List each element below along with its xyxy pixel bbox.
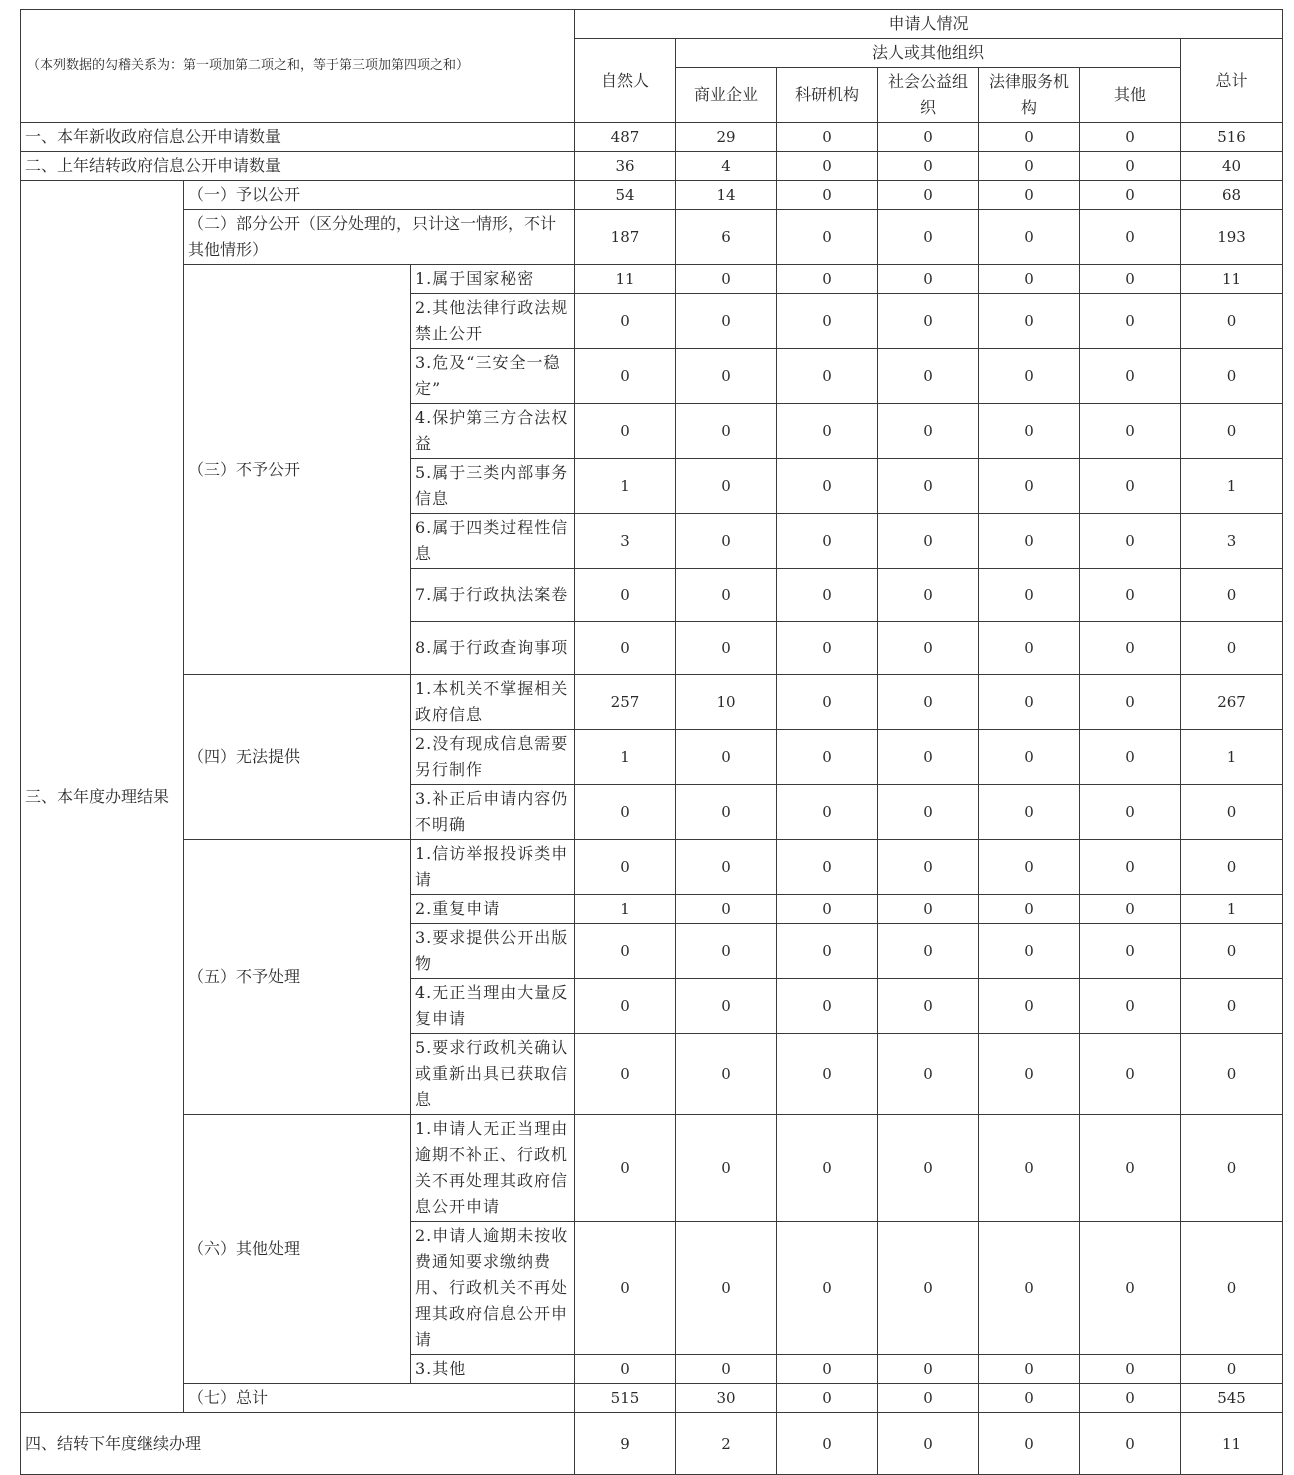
value-cell: 0 <box>777 152 878 181</box>
value-cell: 0 <box>878 265 979 294</box>
item-label: 7.属于行政执法案卷 <box>411 569 575 622</box>
value-cell: 1 <box>1181 730 1283 785</box>
value-cell: 0 <box>979 294 1080 349</box>
value-cell: 0 <box>1181 1034 1283 1115</box>
value-cell: 0 <box>1080 1034 1181 1115</box>
value-cell: 0 <box>1080 895 1181 924</box>
value-cell: 0 <box>878 210 979 265</box>
item-label: 5.属于三类内部事务信息 <box>411 459 575 514</box>
group-label: （七）总计 <box>184 1384 575 1413</box>
value-cell: 30 <box>676 1384 777 1413</box>
value-cell: 0 <box>676 924 777 979</box>
value-cell: 0 <box>878 459 979 514</box>
value-cell: 0 <box>777 730 878 785</box>
value-cell: 0 <box>878 294 979 349</box>
value-cell: 36 <box>575 152 676 181</box>
value-cell: 0 <box>979 459 1080 514</box>
value-cell: 0 <box>979 404 1080 459</box>
value-cell: 0 <box>777 569 878 622</box>
value-cell: 11 <box>1181 265 1283 294</box>
value-cell: 0 <box>979 265 1080 294</box>
item-label: 4.保护第三方合法权益 <box>411 404 575 459</box>
item-label: 2.申请人逾期未按收费通知要求缴纳费用、行政机关不再处理其政府信息公开申请 <box>411 1222 575 1355</box>
value-cell: 193 <box>1181 210 1283 265</box>
value-cell: 0 <box>777 979 878 1034</box>
value-cell: 0 <box>878 675 979 730</box>
value-cell: 0 <box>878 785 979 840</box>
value-cell: 0 <box>676 265 777 294</box>
value-cell: 0 <box>1181 1115 1283 1222</box>
value-cell: 0 <box>1080 785 1181 840</box>
item-label: 1.申请人无正当理由逾期不补正、行政机关不再处理其政府信息公开申请 <box>411 1115 575 1222</box>
header-legal-service: 法律服务机构 <box>979 68 1080 123</box>
value-cell: 0 <box>979 210 1080 265</box>
value-cell: 0 <box>979 1355 1080 1384</box>
table-row <box>21 1413 1283 1475</box>
value-cell: 0 <box>979 785 1080 840</box>
value-cell: 0 <box>979 675 1080 730</box>
row-label: 四、结转下年度继续办理 <box>21 1413 575 1475</box>
value-cell: 0 <box>979 622 1080 675</box>
value-cell: 516 <box>1181 123 1283 152</box>
value-cell: 0 <box>676 840 777 895</box>
value-cell: 0 <box>878 569 979 622</box>
item-label: 1.属于国家秘密 <box>411 265 575 294</box>
value-cell: 0 <box>777 265 878 294</box>
group-label: （一）予以公开 <box>184 181 575 210</box>
value-cell: 0 <box>979 895 1080 924</box>
value-cell: 0 <box>878 1384 979 1413</box>
value-cell: 0 <box>1080 569 1181 622</box>
value-cell: 487 <box>575 123 676 152</box>
value-cell: 0 <box>575 924 676 979</box>
value-cell: 0 <box>777 924 878 979</box>
value-cell: 2 <box>676 1413 777 1475</box>
item-label: 2.没有现成信息需要另行制作 <box>411 730 575 785</box>
item-label: 8.属于行政查询事项 <box>411 622 575 675</box>
table-row <box>21 1384 1283 1413</box>
value-cell: 0 <box>878 514 979 569</box>
value-cell: 0 <box>777 294 878 349</box>
header-total: 总计 <box>1181 39 1283 123</box>
item-label: 2.其他法律行政法规禁止公开 <box>411 294 575 349</box>
value-cell: 0 <box>676 514 777 569</box>
item-label: 2.重复申请 <box>411 895 575 924</box>
value-cell: 0 <box>777 181 878 210</box>
table-row <box>21 181 1283 210</box>
value-cell: 0 <box>676 459 777 514</box>
value-cell: 0 <box>1080 459 1181 514</box>
value-cell: 0 <box>1080 123 1181 152</box>
value-cell: 0 <box>878 1034 979 1115</box>
value-cell: 0 <box>575 1115 676 1222</box>
value-cell: 3 <box>1181 514 1283 569</box>
value-cell: 0 <box>777 895 878 924</box>
value-cell: 0 <box>575 622 676 675</box>
value-cell: 0 <box>1080 514 1181 569</box>
value-cell: 0 <box>777 1115 878 1222</box>
value-cell: 0 <box>979 1413 1080 1475</box>
header-applicant: 申请人情况 <box>575 10 1283 39</box>
value-cell: 0 <box>575 840 676 895</box>
value-cell: 0 <box>878 895 979 924</box>
group-label: （五）不予处理 <box>184 840 411 1115</box>
table-row <box>21 210 1283 265</box>
table-row <box>21 840 1283 895</box>
value-cell: 0 <box>575 569 676 622</box>
value-cell: 0 <box>1080 1222 1181 1355</box>
value-cell: 0 <box>878 1355 979 1384</box>
value-cell: 0 <box>1181 979 1283 1034</box>
value-cell: 0 <box>1080 265 1181 294</box>
header-other: 其他 <box>1080 68 1181 123</box>
value-cell: 0 <box>676 349 777 404</box>
value-cell: 0 <box>878 1222 979 1355</box>
value-cell: 1 <box>575 730 676 785</box>
info-disclosure-table <box>20 9 1283 1475</box>
value-cell: 1 <box>575 459 676 514</box>
value-cell: 0 <box>878 1413 979 1475</box>
value-cell: 0 <box>878 181 979 210</box>
value-cell: 1 <box>1181 895 1283 924</box>
item-label: 6.属于四类过程性信息 <box>411 514 575 569</box>
value-cell: 0 <box>777 840 878 895</box>
value-cell: 0 <box>1181 1355 1283 1384</box>
value-cell: 0 <box>979 152 1080 181</box>
value-cell: 11 <box>1181 1413 1283 1475</box>
header-research: 科研机构 <box>777 68 878 123</box>
value-cell: 0 <box>777 1034 878 1115</box>
section-label: 三、本年度办理结果 <box>21 181 184 1413</box>
value-cell: 0 <box>1080 294 1181 349</box>
value-cell: 0 <box>575 404 676 459</box>
value-cell: 0 <box>676 979 777 1034</box>
value-cell: 0 <box>676 785 777 840</box>
value-cell: 0 <box>1080 152 1181 181</box>
value-cell: 0 <box>979 1384 1080 1413</box>
value-cell: 4 <box>676 152 777 181</box>
value-cell: 0 <box>575 785 676 840</box>
header-commercial: 商业企业 <box>676 68 777 123</box>
value-cell: 11 <box>575 265 676 294</box>
row-label: 一、本年新收政府信息公开申请数量 <box>21 123 575 152</box>
value-cell: 0 <box>1181 924 1283 979</box>
row-label: 二、上年结转政府信息公开申请数量 <box>21 152 575 181</box>
value-cell: 0 <box>575 1355 676 1384</box>
value-cell: 0 <box>979 979 1080 1034</box>
value-cell: 1 <box>1181 459 1283 514</box>
value-cell: 0 <box>1080 404 1181 459</box>
header-legal-group: 法人或其他组织 <box>676 39 1181 68</box>
value-cell: 0 <box>777 1384 878 1413</box>
value-cell: 0 <box>777 404 878 459</box>
value-cell: 0 <box>979 514 1080 569</box>
value-cell: 0 <box>1181 785 1283 840</box>
value-cell: 0 <box>979 1034 1080 1115</box>
value-cell: 0 <box>979 1222 1080 1355</box>
value-cell: 0 <box>1080 181 1181 210</box>
value-cell: 0 <box>1080 1384 1181 1413</box>
item-label: 4.无正当理由大量反复申请 <box>411 979 575 1034</box>
value-cell: 0 <box>1080 349 1181 404</box>
value-cell: 0 <box>676 1222 777 1355</box>
header-public-welfare: 社会公益组织 <box>878 68 979 123</box>
value-cell: 0 <box>1181 1222 1283 1355</box>
table-row <box>21 123 1283 152</box>
item-label: 3.要求提供公开出版物 <box>411 924 575 979</box>
value-cell: 187 <box>575 210 676 265</box>
value-cell: 0 <box>878 349 979 404</box>
value-cell: 0 <box>979 123 1080 152</box>
header-natural-person: 自然人 <box>575 39 676 123</box>
value-cell: 0 <box>1181 294 1283 349</box>
item-label: 3.其他 <box>411 1355 575 1384</box>
value-cell: 0 <box>1181 569 1283 622</box>
value-cell: 515 <box>575 1384 676 1413</box>
value-cell: 0 <box>777 349 878 404</box>
value-cell: 0 <box>878 404 979 459</box>
value-cell: 14 <box>676 181 777 210</box>
item-label: 3.补正后申请内容仍不明确 <box>411 785 575 840</box>
value-cell: 0 <box>979 569 1080 622</box>
value-cell: 0 <box>777 1222 878 1355</box>
value-cell: 0 <box>777 1413 878 1475</box>
item-label: 3.危及“三安全一稳定” <box>411 349 575 404</box>
item-label: 5.要求行政机关确认或重新出具已获取信息 <box>411 1034 575 1115</box>
table-row <box>21 265 1283 294</box>
value-cell: 68 <box>1181 181 1283 210</box>
value-cell: 0 <box>777 622 878 675</box>
value-cell: 0 <box>1181 349 1283 404</box>
item-label: 1.信访举报投诉类申请 <box>411 840 575 895</box>
group-label: （三）不予公开 <box>184 265 411 675</box>
group-label: （二）部分公开（区分处理的，只计这一情形，不计其他情形） <box>184 210 575 265</box>
value-cell: 10 <box>676 675 777 730</box>
value-cell: 0 <box>777 1355 878 1384</box>
value-cell: 0 <box>878 840 979 895</box>
table-row <box>21 675 1283 730</box>
value-cell: 0 <box>575 1034 676 1115</box>
value-cell: 1 <box>575 895 676 924</box>
value-cell: 0 <box>676 404 777 459</box>
value-cell: 0 <box>979 924 1080 979</box>
value-cell: 0 <box>979 1115 1080 1222</box>
value-cell: 0 <box>1181 840 1283 895</box>
value-cell: 0 <box>676 1355 777 1384</box>
value-cell: 0 <box>575 349 676 404</box>
value-cell: 267 <box>1181 675 1283 730</box>
value-cell: 0 <box>777 675 878 730</box>
value-cell: 0 <box>878 924 979 979</box>
value-cell: 29 <box>676 123 777 152</box>
value-cell: 0 <box>1080 210 1181 265</box>
value-cell: 40 <box>1181 152 1283 181</box>
value-cell: 0 <box>777 210 878 265</box>
value-cell: 0 <box>878 152 979 181</box>
value-cell: 0 <box>878 622 979 675</box>
value-cell: 0 <box>979 840 1080 895</box>
value-cell: 257 <box>575 675 676 730</box>
value-cell: 0 <box>1080 1115 1181 1222</box>
value-cell: 0 <box>777 785 878 840</box>
value-cell: 0 <box>1080 622 1181 675</box>
value-cell: 0 <box>777 459 878 514</box>
value-cell: 0 <box>1080 924 1181 979</box>
group-label: （四）无法提供 <box>184 675 411 840</box>
value-cell: 0 <box>575 979 676 1034</box>
value-cell: 0 <box>575 1222 676 1355</box>
value-cell: 0 <box>676 895 777 924</box>
value-cell: 0 <box>676 730 777 785</box>
value-cell: 0 <box>676 1115 777 1222</box>
value-cell: 0 <box>1080 730 1181 785</box>
value-cell: 0 <box>777 123 878 152</box>
value-cell: 0 <box>1181 404 1283 459</box>
value-cell: 0 <box>979 349 1080 404</box>
value-cell: 0 <box>878 730 979 785</box>
group-label: （六）其他处理 <box>184 1115 411 1384</box>
value-cell: 0 <box>878 979 979 1034</box>
value-cell: 0 <box>777 514 878 569</box>
value-cell: 0 <box>1080 675 1181 730</box>
item-label: 1.本机关不掌握相关政府信息 <box>411 675 575 730</box>
value-cell: 0 <box>676 622 777 675</box>
value-cell: 0 <box>676 569 777 622</box>
value-cell: 0 <box>1080 840 1181 895</box>
value-cell: 0 <box>1080 979 1181 1034</box>
value-cell: 0 <box>575 294 676 349</box>
value-cell: 0 <box>878 1115 979 1222</box>
table-row <box>21 1115 1283 1222</box>
value-cell: 3 <box>575 514 676 569</box>
value-cell: 54 <box>575 181 676 210</box>
value-cell: 0 <box>878 123 979 152</box>
note-cell: （本列数据的勾稽关系为：第一项加第二项之和，等于第三项加第四项之和） <box>21 10 575 123</box>
value-cell: 0 <box>676 294 777 349</box>
value-cell: 0 <box>1080 1355 1181 1384</box>
value-cell: 0 <box>979 730 1080 785</box>
value-cell: 0 <box>676 1034 777 1115</box>
value-cell: 6 <box>676 210 777 265</box>
value-cell: 0 <box>1181 622 1283 675</box>
value-cell: 545 <box>1181 1384 1283 1413</box>
value-cell: 9 <box>575 1413 676 1475</box>
value-cell: 0 <box>979 181 1080 210</box>
value-cell: 0 <box>1080 1413 1181 1475</box>
table-row <box>21 152 1283 181</box>
